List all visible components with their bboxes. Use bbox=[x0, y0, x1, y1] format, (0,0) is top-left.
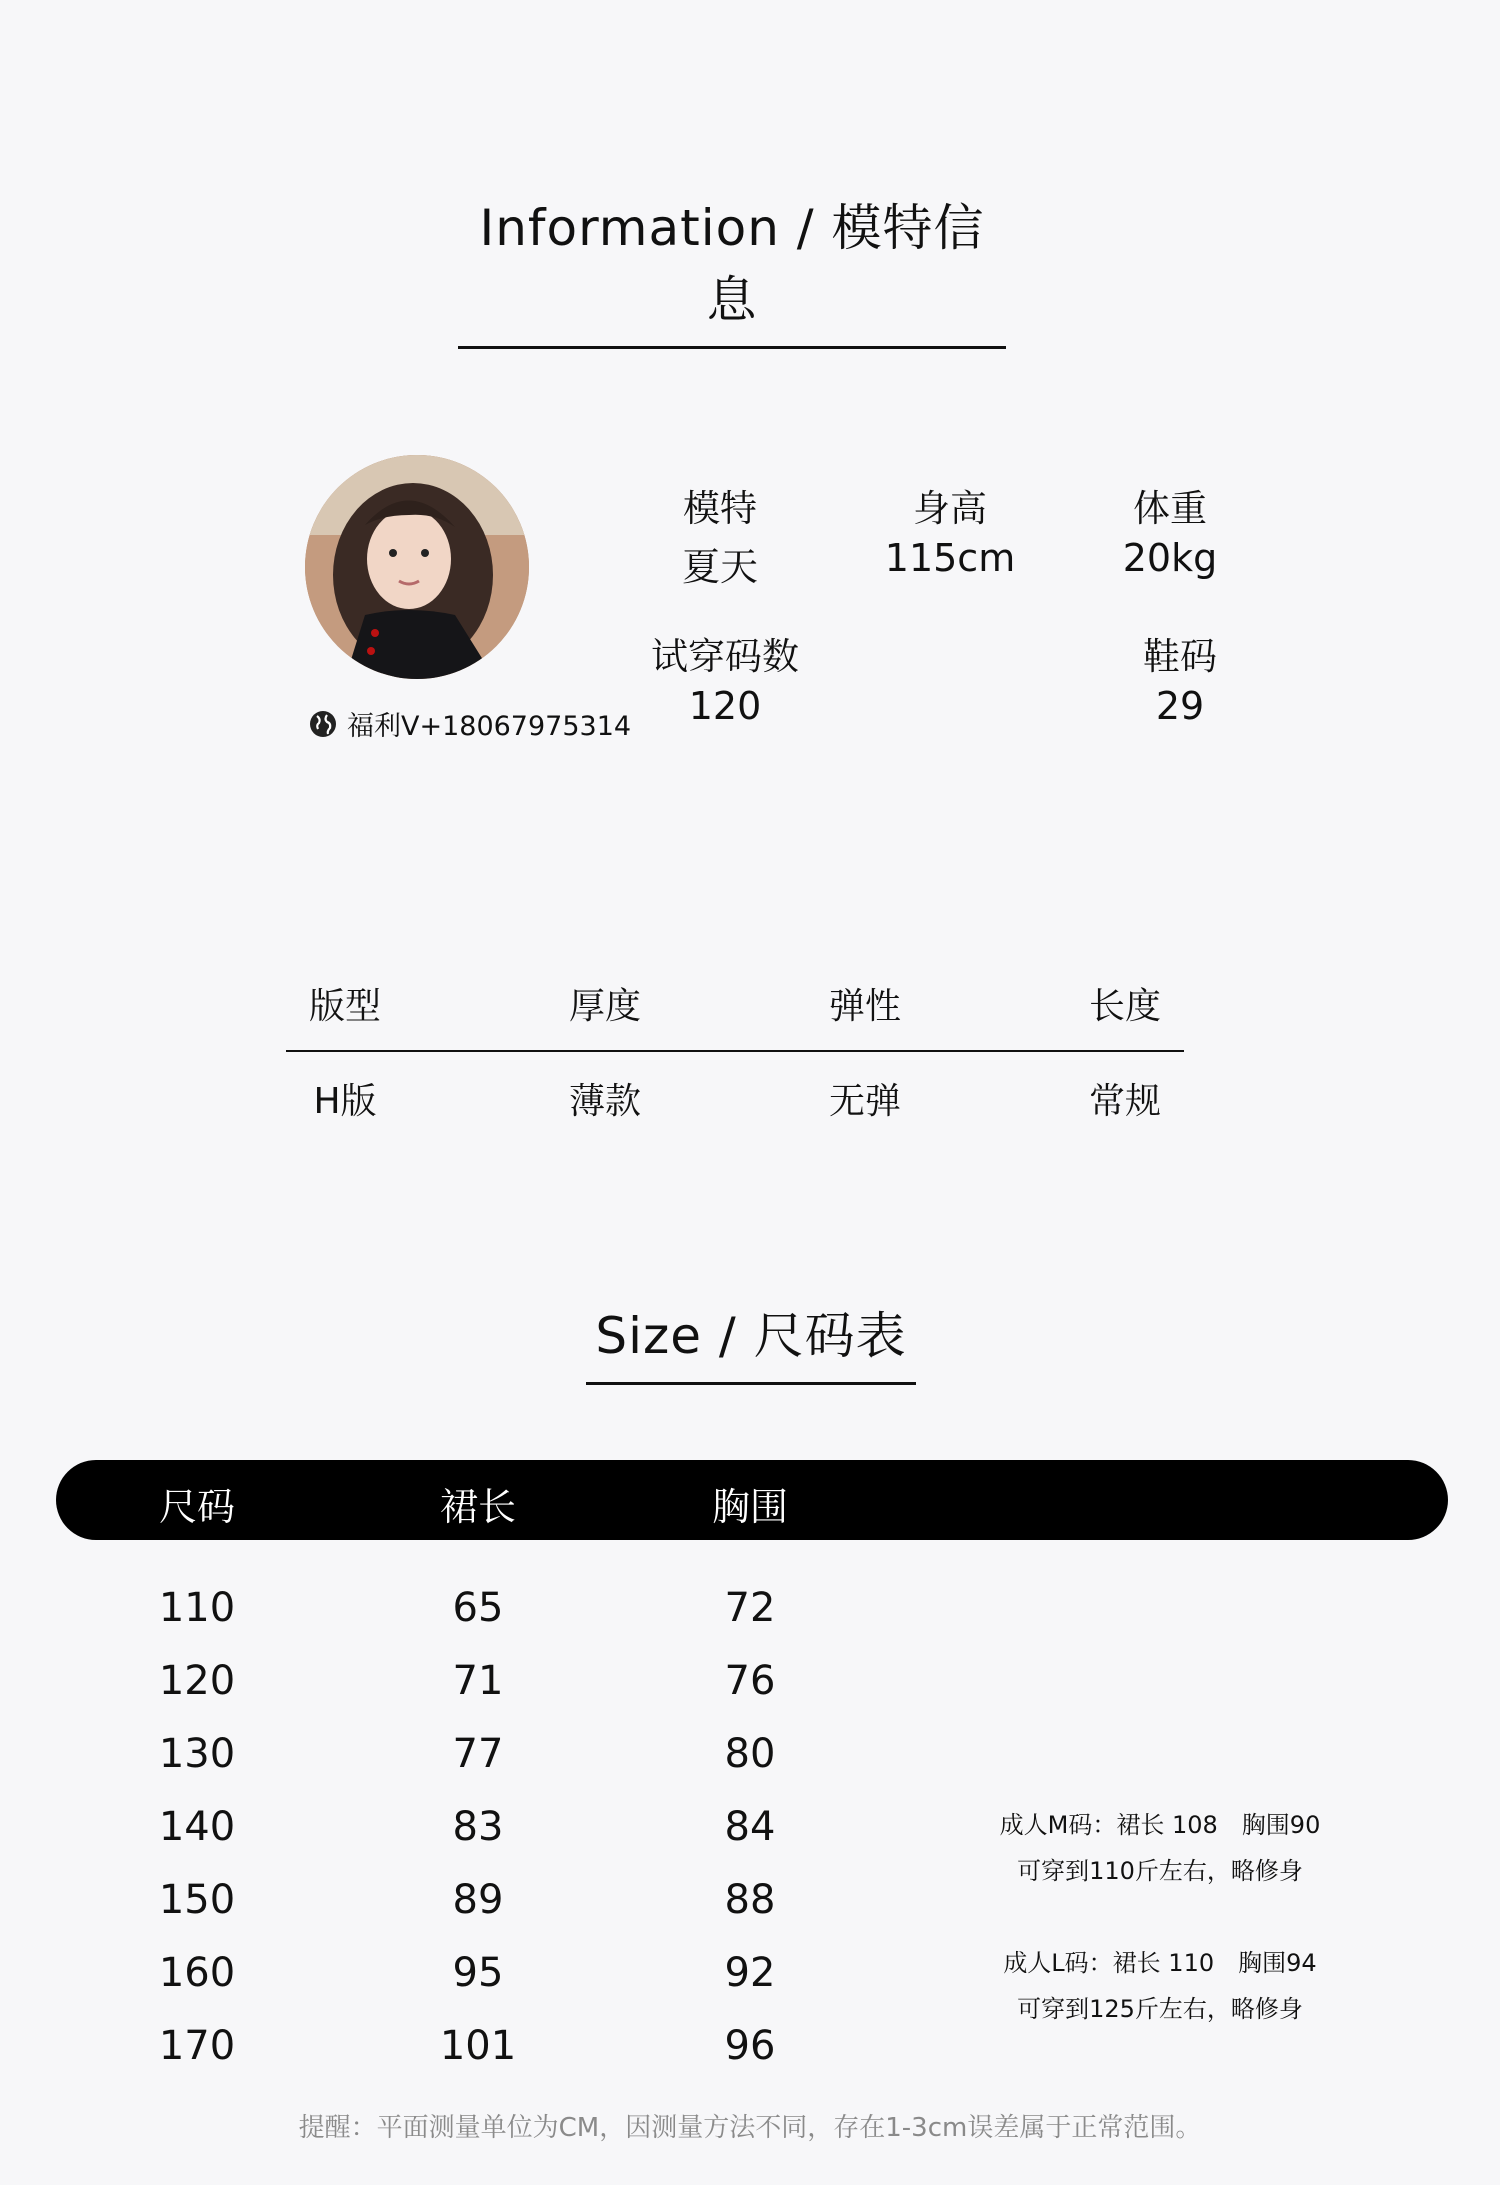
model-value: 夏天 bbox=[681, 545, 758, 589]
length-label: 长度 bbox=[1088, 986, 1161, 1027]
elasticity-value: 无弹 bbox=[828, 1081, 901, 1122]
bust-cell: 72 bbox=[724, 1585, 776, 1631]
skirt-length-cell: 71 bbox=[452, 1658, 504, 1704]
adult-l-fit-note: 可穿到125斤左右，略修身 bbox=[1017, 1995, 1303, 2023]
size-cell: 160 bbox=[158, 1950, 236, 1996]
shoe-size-label: 鞋码 bbox=[1143, 635, 1217, 678]
model-label: 模特 bbox=[683, 487, 757, 530]
bust-cell: 84 bbox=[724, 1804, 776, 1850]
skirt-length-cell: 77 bbox=[452, 1731, 504, 1777]
size-cell: 170 bbox=[158, 2023, 236, 2069]
trial-size-label: 试穿码数 bbox=[651, 635, 799, 678]
height-label: 身高 bbox=[913, 487, 987, 530]
attributes-divider bbox=[286, 1050, 1184, 1052]
measurement-reminder: 提醒：平面测量单位为CM，因测量方法不同，存在1-3cm误差属于正常范围。 bbox=[298, 2113, 1202, 2143]
bust-cell: 80 bbox=[724, 1731, 776, 1777]
bust-cell: 96 bbox=[724, 2023, 776, 2069]
bust-cell: 92 bbox=[724, 1950, 776, 1996]
header-skirt-length: 裙长 bbox=[439, 1485, 516, 1529]
adult-m-fit-note: 可穿到110斤左右，略修身 bbox=[1017, 1857, 1303, 1885]
size-cell: 140 bbox=[158, 1804, 236, 1850]
bust-cell: 76 bbox=[724, 1658, 776, 1704]
header-bust: 胸围 bbox=[711, 1485, 788, 1529]
info-section-title: Information / 模特信息 bbox=[458, 188, 1006, 349]
trial-size-value: 120 bbox=[688, 684, 762, 728]
size-cell: 120 bbox=[158, 1658, 236, 1704]
size-section-title: Size / 尺码表 bbox=[586, 1296, 916, 1385]
elasticity-label: 弹性 bbox=[828, 986, 901, 1027]
fit-value: H版 bbox=[313, 1081, 377, 1122]
model-avatar bbox=[305, 455, 529, 679]
length-value: 常规 bbox=[1088, 1081, 1161, 1122]
skirt-length-cell: 95 bbox=[452, 1950, 504, 1996]
bust-cell: 88 bbox=[724, 1877, 776, 1923]
contact-text: 福利V+18067975314 bbox=[347, 711, 632, 742]
weight-value: 20kg bbox=[1122, 536, 1218, 580]
skirt-length-cell: 65 bbox=[452, 1585, 504, 1631]
thickness-value: 薄款 bbox=[568, 1081, 641, 1122]
adult-l-size-note: 成人L码：裙长 110 胸围94 bbox=[1003, 1949, 1317, 1977]
size-cell: 150 bbox=[158, 1877, 236, 1923]
skirt-length-cell: 101 bbox=[439, 2023, 517, 2069]
skirt-length-cell: 83 bbox=[452, 1804, 504, 1850]
skirt-length-cell: 89 bbox=[452, 1877, 504, 1923]
weight-label: 体重 bbox=[1133, 487, 1207, 530]
shoe-size-value: 29 bbox=[1155, 684, 1205, 728]
contact-info bbox=[309, 704, 631, 743]
adult-m-size-note: 成人M码：裙长 108 胸围90 bbox=[999, 1811, 1321, 1839]
header-size: 尺码 bbox=[158, 1485, 235, 1529]
fit-label: 版型 bbox=[308, 986, 381, 1027]
height-value: 115cm bbox=[884, 536, 1016, 580]
size-cell: 130 bbox=[158, 1731, 236, 1777]
size-cell: 110 bbox=[158, 1585, 236, 1631]
globe-icon bbox=[309, 710, 337, 738]
thickness-label: 厚度 bbox=[568, 986, 641, 1027]
